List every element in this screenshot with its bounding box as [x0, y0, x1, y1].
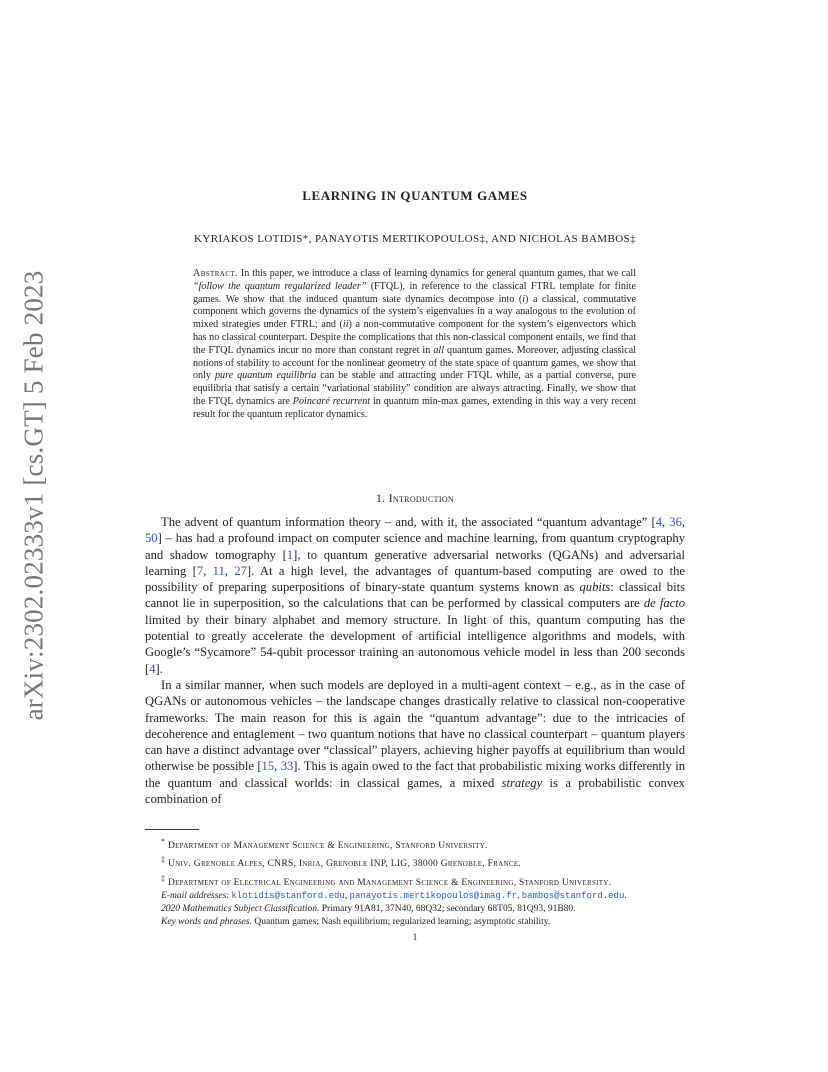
body-text [145, 514, 685, 807]
footnote-emails: E-mail addresses: klotidis@stanford.edu, panayotis.mertikopoulos@imag.fr, bambos@stanford.edu. [161, 891, 627, 902]
email-link[interactable]: bambos@stanford.edu [521, 891, 625, 902]
footnote-affiliation-3: ‡ Department of Electrical Engineering and Management Science & Engineering, Stanford University. [161, 873, 612, 888]
citation-link[interactable]: 7 [196, 563, 204, 578]
arxiv-side-label [8, 270, 60, 720]
citation-link[interactable]: 4 [149, 661, 156, 676]
author-list: KYRIAKOS LOTIDIS*, PANAYOTIS MERTIKOPOULOS‡, AND NICHOLAS BAMBOS‡ [194, 233, 636, 245]
page-number: 1 [412, 933, 418, 943]
citation-link[interactable]: 4 [655, 515, 662, 529]
email-link[interactable]: panayotis.mertikopoulos@imag.fr [349, 891, 517, 902]
footnote-rule [145, 829, 199, 830]
paper-title: LEARNING IN QUANTUM GAMES [302, 188, 528, 203]
citation-link[interactable]: 15 [261, 759, 275, 774]
citation-link[interactable]: 11 [212, 563, 225, 578]
footnotes [145, 835, 685, 930]
citation-link[interactable]: 36 [669, 515, 682, 529]
footnote-msc: 2020 Mathematics Subject Classification. Primary 91A81, 37N40, 68Q32; secondary 68T05, 81Q93, 91B80. [161, 904, 576, 915]
citation-link[interactable]: 50 [145, 531, 158, 546]
citation-link[interactable]: 27 [234, 563, 247, 578]
footnote-affiliation-1: * Department of Management Science & Engineering, Stanford University. [161, 837, 488, 852]
citation-link[interactable]: 33 [280, 759, 294, 774]
footnote-affiliation-2: ‡ Univ. Grenoble Alpes, CNRS, Inria, Grenoble INP, LIG, 38000 Grenoble, France. [161, 855, 522, 870]
paragraph-2: In a similar manner, when such models are deployed in a multi-agent context – e.g., as in the case of QGANs or autonomous vehicles – the landscape changes drastically relative to classical non-cooperative frameworks. The main reason for this is again the “quantum advantage”: due to the intricacies of decoherence and entaglement – two quantum notions that have no classical counterpart – quantum players can have a distinct advantage over “classical” players, achieving higher payoffs at equilibrium than would otherwise be possible [15, 33]. This is again owed to the fact that probabilistic mixing works differently in the quantum and classical worlds: in classical games, a mixed strategy is a probabilistic convex combination of [145, 677, 686, 807]
section-heading-introduction: 1. Introduction [375, 491, 454, 505]
paragraph-1: The advent of quantum information theory – and, with it, the associated “quantum advantage” [4, 36, 50] – has had a profound impact on computer science and machine learning, from quantum cryptography and shadow tomography [1], to quantum generative adversarial networks (QGANs) and adversarial learning [7, 11, 27]. At a high level, the advantages of quantum-based computing are owed to the possibility of preparing superpositions of binary-state quantum systems known as qubits: classical bits cannot lie in superposition, so the calculations that can be performed by classical computers are de facto limited by their binary alphabet and memory structure. In light of this, quantum computing has the potential to greatly accelerate the development of artificial intelligence algorithms and models, with Google’s “Sycamore” 54-qubit processor training an autonomous vehicle model in less than 200 seconds [4]. [145, 515, 686, 676]
citation-link[interactable]: 1 [286, 547, 294, 562]
abstract: Abstract. In this paper, we introduce a class of learning dynamics for general quantum games, that we call “follow the quantum regularized leader” (FTQL), in reference to the classical FTRL template for finite games. We show that the induced quantum state dynamics decompose into (i) a classical, commutative component which governs the dynamics of the system’s eigenvalues in a way analogous to the evolution of mixed strategies under FTRL; and (ii) a non-commutative component for the system’s eigenvectors which has no classical counterpart. Despite the complications that this non-classical component entails, we find that the FTQL dynamics incur no more than constant regret in all quantum games. Moreover, adjusting classical notions of stability to account for the nonlinear geometry of the state space of quantum games, we show that only pure quantum equilibria can be stable and attracting under FTQL while, as a partial converse, pure equilibria that satisfy a certain “variational stability” condition are always attracting. Finally, we show that the FTQL dynamics are Poincaré recurrent in quantum min-max games, extending in this way a very recent result for the quantum replicator dynamics. [193, 268, 636, 420]
abstract-label: Abstract. [193, 268, 238, 279]
footnote-keywords: Key words and phrases. Quantum games; Nash equilibrium; regularized learning; asymptotic stability. [161, 917, 551, 928]
email-link[interactable]: klotidis@stanford.edu [231, 891, 345, 902]
arxiv-identifier: arXiv:2302.02333v1 [cs.GT] 5 Feb 2023 [18, 270, 49, 720]
